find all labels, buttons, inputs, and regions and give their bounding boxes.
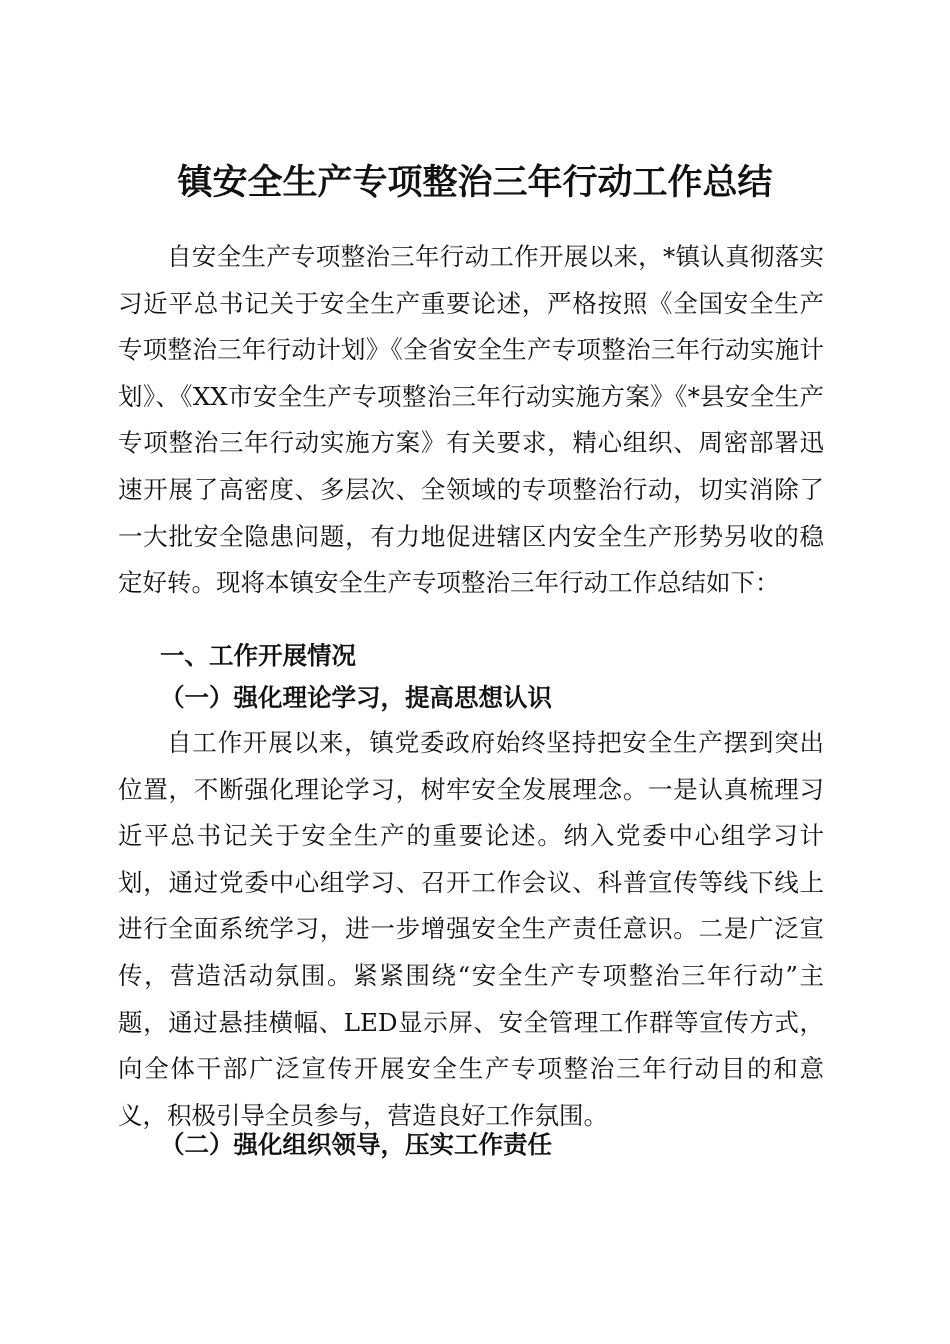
- intro-paragraph: 自安全生产专项整治三年行动工作开展以来，*镇认真彻落实习近平总书记关于安全生产重要论述，严格按照《全国安全生产专项整治三年行动计划》《全省安全生产专项整治三年行动实施计划》、《XX市安全生产专项整治三年行动实施方案》《*县安全生产专项整治三年行动实施方案》有关要求，精心组织、周密部署迅速开展了高密度、多层次、全领域的专项整治行动，切实消除了一大批安全隐患问题，有力地促进辖区内安全生产形势另收的稳定好转。现将本镇安全生产专项整治三年行动工作总结如下：: [118, 242, 824, 598]
- subsection-heading-2: （二）强化组织领导，压实工作责任: [160, 1130, 552, 1159]
- subsection-heading-1: （一）强化理论学习，提高思想认识: [160, 683, 552, 712]
- document-title: 镇安全生产专项整治三年行动工作总结: [177, 162, 773, 204]
- subsection-paragraph-1: 自工作开展以来，镇党委政府始终坚持把安全生产摆到突出位置，不断强化理论学习，树牢安全发展理念。一是认真梳理习近平总书记关于安全生产的重要论述。纳入党委中心组学习计划，通过党委中心组学习、召开工作会议、科普宣传等线下线上进行全面系统学习，进一步增强安全生产责任意识。二是广泛宣传，营造活动氛围。紧紧围绕“安全生产专项整治三年行动”主题，通过悬挂横幅、LED显示屏、安全管理工作群等宣传方式，向全体干部广泛宣传开展安全生产专项整治三年行动目的和意义，积极引导全员参与，营造良好工作氛围。: [118, 728, 824, 1130]
- section-heading-1: 一、工作开展情况: [160, 641, 356, 670]
